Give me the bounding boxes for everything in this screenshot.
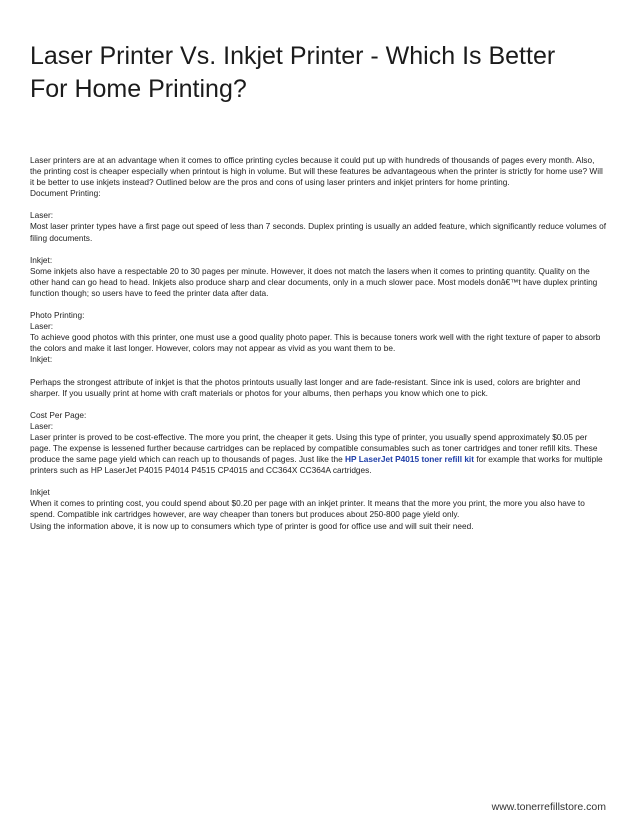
page-title: Laser Printer Vs. Inkjet Printer - Which Is Better For Home Printing? [30,42,556,103]
cost-laser-text [30,432,608,476]
document-inkjet-text: Some inkjets also have a respectable 20 to 30 pages per minute. However, it does not match the lasers when it comes to printing quantity. Quality on the other hand can go head to head. Inkjets also produce sharp and clear documents, only in a much slower pace. Most models donâ€™t have duplex printing function though; so users have to feed the printer data after data. [30,265,598,298]
photo-inkjet-text: Perhaps the strongest attribute of inkjet is that the photos printouts usually last longer and are fade-resistant. Since ink is used, colors are brighter and sharper. If you usually print at home with craft materials or photos for your albums, then perhaps you know which one to pick. [30,376,581,398]
document-laser-text: Most laser printer types have a first page out speed of less than 7 seconds. Duplex printing is usually an added feature, which significantly reduce volumes of filing documents. [30,221,607,243]
intro-paragraph: Laser printers are at an advantage when it comes to office printing cycles because it could put up with hundreds of thousands of pages every month. Also, the printing cost is cheaper especially when printout is high in volume. But will these features be advantageous when the printer is strictly for home use? Will it be better to use inkjets instead? Outlined below are the pros and cons of using laser printers and inkjet printers for home printing. [30,155,603,188]
photo-printing-heading: Photo Printing: [30,310,85,321]
photo-laser-label: Laser: [30,321,54,332]
cost-inkjet-label: Inkjet [30,487,50,498]
cost-laser-text-before: Laser printer is proved to be cost-effective. The more you print, the cheaper it gets. Using this type of printer, you usually spend approximately $0.05 per page. The expense is lessened further because cartridges can be replaced by compatible consumables such as toner cartridges and toner refill kits. These produce the same page yield which can reach up to thousands of pages. Just like the [30,431,598,465]
conclusion-paragraph: Using the information above, it is now up to consumers which type of printer is good for office use and will suit their need. [30,520,474,531]
toner-refill-kit-link[interactable]: HP LaserJet P4015 toner refill kit [345,454,475,465]
document-laser-label: Laser: [30,210,54,221]
cost-laser-text-after: for example that works for multiple printers such as HP LaserJet P4015 P4014 P4515 CP4015 and CC364X CC364A cartridges. [30,454,603,476]
photo-inkjet-label: Inkjet: [30,354,53,365]
cost-inkjet-text: When it comes to printing cost, you could spend about $0.20 per page with an inkjet printer. It means that the more you print, the more you also have to spend. Compatible ink cartridges however, are way cheaper than toners but produces about 250-800 page yield only. [30,498,585,520]
photo-laser-text: To achieve good photos with this printer, one must use a good quality photo paper. This is because toners work well with the right texture of paper to absorb the colors and make it last longer. However, colors may not appear as vivid as you want them to be. [30,332,601,354]
document-inkjet-label: Inkjet: [30,254,53,265]
cost-per-page-heading: Cost Per Page: [30,409,87,420]
document-printing-heading: Document Printing: [30,188,101,199]
article-body [30,155,608,532]
cost-laser-label: Laser: [30,420,54,431]
footer-website: www.tonerrefillstore.com [491,801,606,813]
